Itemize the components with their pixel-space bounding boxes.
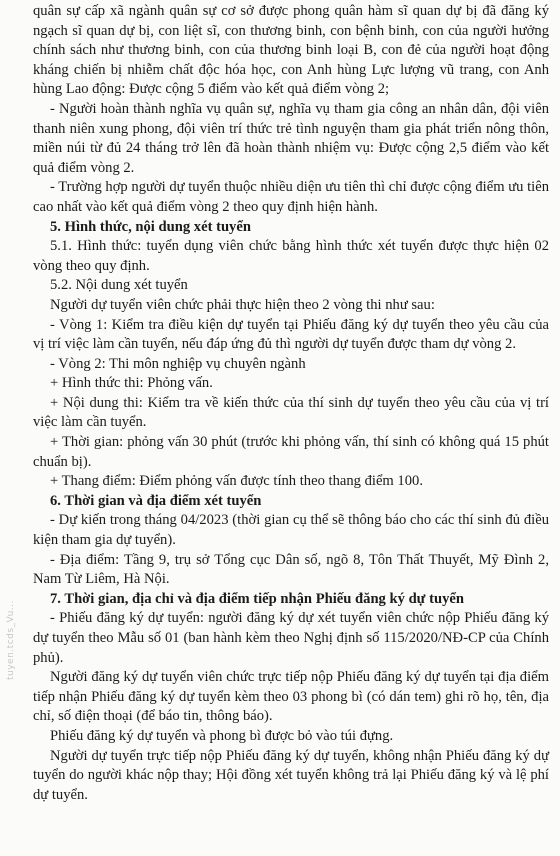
- paragraph-round-1: - Vòng 1: Kiểm tra điều kiện dự tuyển tại Phiếu đăng ký dự tuyển theo yêu cầu của vị trí việc làm cần tuyển, nếu đáp ứng đủ thì người dự tuyển được tham dự vòng 2.: [33, 316, 549, 353]
- paragraph-submission: Người đăng ký dự tuyển viên chức trực tiếp nộp Phiếu đăng ký dự tuyển tại địa điểm tiếp nhận Phiếu đăng ký dự tuyển kèm theo 03 phong bì (có dán tem) ghi rõ họ, tên, địa chỉ, số điện thoại (để báo tin, thông báo).: [33, 669, 549, 725]
- paragraph-priority-list: quân sự cấp xã ngành quân sự cơ sở được phong quân hàm sĩ quan dự bị đã đăng ký ngạch sĩ quan dự bị, con liệt sĩ, con thương binh, con bệnh binh, con của người hưởng chính sách như thương binh, con của thương binh loại B, con đẻ của người hoạt động kháng chiến bị nhiễm chất độc hóa học, con Anh hùng Lực lượng vũ trang, con Anh hùng Lao động: Được cộng 5 điểm vào kết quả điểm vòng 2;: [33, 3, 549, 98]
- section-heading-7: 7. Thời gian, địa chỉ và địa điểm tiếp nhận Phiếu đăng ký dự tuyển: [50, 590, 464, 607]
- document-body: [33, 2, 549, 805]
- paragraph-location: - Địa điểm: Tầng 9, trụ sở Tổng cục Dân số, ngõ 8, Tôn Thất Thuyết, Mỹ Đình 2, Nam Từ Liêm, Hà Nội.: [33, 551, 549, 588]
- paragraph-expected-date: - Dự kiến trong tháng 04/2023 (thời gian cụ thể sẽ thông báo cho các thí sinh đủ điều kiện tham gia dự tuyển).: [33, 512, 549, 549]
- paragraph-round-2: - Vòng 2: Thi môn nghiệp vụ chuyên ngành: [50, 355, 306, 372]
- section-heading-6: 6. Thời gian và địa điểm xét tuyển: [50, 492, 262, 509]
- paragraph-exam-time: + Thời gian: phỏng vấn 30 phút (trước khi phỏng vấn, thí sinh có không quá 15 phút chuẩn bị).: [33, 434, 549, 470]
- paragraph-5-1: 5.1. Hình thức: tuyển dụng viên chức bằng hình thức xét tuyển được thực hiện 02 vòng theo quy định.: [33, 238, 549, 274]
- section-heading-5: 5. Hình thức, nội dung xét tuyển: [50, 218, 251, 235]
- paragraph-exam-content: + Nội dung thi: Kiểm tra về kiến thức của thí sinh dự tuyển theo yêu cầu của vị trí việc làm cần tuyển.: [33, 394, 549, 431]
- scan-watermark: tuyen.tcds_Vu...: [6, 600, 16, 680]
- paragraph-direct-submission: Người dự tuyển trực tiếp nộp Phiếu đăng ký dự tuyển, không nhận Phiếu đăng ký dự tuyển do người khác nộp thay; Hội đồng xét tuyển không trả lại Phiếu đăng ký và lệ phí dự tuyển.: [33, 747, 549, 803]
- paragraph-5-2: 5.2. Nội dung xét tuyển: [50, 277, 188, 294]
- paragraph-multiple-priority: - Trường hợp người dự tuyển thuộc nhiều diện ưu tiên thì chỉ được cộng điểm ưu tiên cao nhất vào kết quả điểm vòng 2 theo quy định hiện hành.: [33, 179, 549, 215]
- paragraph-military-service: - Người hoàn thành nghĩa vụ quân sự, nghĩa vụ tham gia công an nhân dân, đội viên thanh niên xung phong, đội viên trí thức trẻ tình nguyện tham gia phát triển nông thôn, miền núi từ đủ 24 tháng trở lên đã hoàn thành nhiệm vụ: Được cộng 2,5 điểm vào kết quả điểm vòng 2.: [33, 100, 549, 176]
- paragraph-score-scale: + Thang điểm: Điểm phỏng vấn được tính theo thang điểm 100.: [50, 473, 423, 490]
- paragraph-envelope: Phiếu đăng ký dự tuyển và phong bì được bỏ vào túi đựng.: [50, 727, 394, 744]
- paragraph-exam-form: + Hình thức thi: Phỏng vấn.: [50, 375, 213, 392]
- paragraph-rounds-intro: Người dự tuyển viên chức phải thực hiện theo 2 vòng thi như sau:: [50, 296, 435, 313]
- paragraph-registration-form: - Phiếu đăng ký dự tuyển: người đăng ký dự xét tuyển viên chức nộp Phiếu đăng ký dự tuyển theo Mẫu số 01 (ban hành kèm theo Nghị định số 115/2020/NĐ-CP của Chính phủ).: [33, 610, 549, 666]
